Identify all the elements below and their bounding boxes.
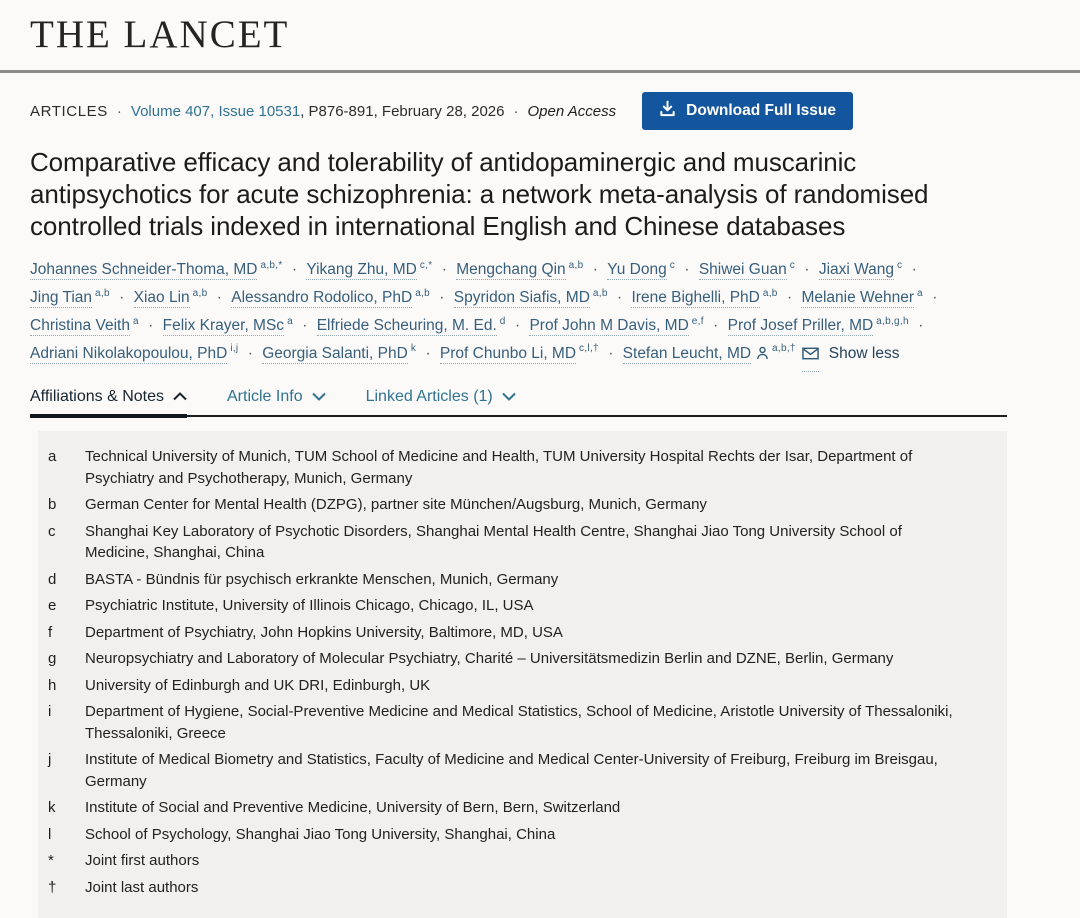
author-separator: · <box>243 344 258 362</box>
author-name-link[interactable]: Mengchang Qin <box>456 260 566 278</box>
author-affiliation-superscript: a <box>917 287 923 299</box>
author <box>607 261 675 278</box>
affiliation-text: BASTA - Bündnis für psychisch erkrankte Menschen, Munich, Germany <box>85 570 559 588</box>
author-separator: · <box>927 288 938 306</box>
author-affiliation-superscript: i,j <box>230 343 239 355</box>
author-separator: · <box>800 260 814 278</box>
author-affiliation-superscript: a,b <box>762 287 778 299</box>
tab-label: Affiliations & Notes <box>30 388 164 406</box>
author-name-link[interactable]: Stefan Leucht, MD <box>622 344 752 362</box>
affiliation-key: h <box>48 676 57 694</box>
affiliations-list <box>48 446 965 898</box>
author <box>163 317 293 334</box>
person-icon <box>756 347 769 364</box>
issue-link[interactable]: Volume 407, Issue 10531 <box>130 102 301 120</box>
affiliation-key: f <box>48 623 53 641</box>
chevron-down-icon <box>312 388 326 406</box>
article-title: Comparative efficacy and tolerability of antidopaminergic and muscarinic antipsychotics for acute schizophrenia: a network meta-analysis of randomised controlled trials indexed in international English and Chinese databases <box>30 147 929 241</box>
affiliation-text: Neuropsychiatry and Laboratory of Molecular Psychiatry, Charité – Universitätsmedizin Berlin and DZNE, Berlin, Germany <box>85 650 894 668</box>
affiliation-key: j <box>48 751 52 769</box>
pages-date: , P876-891, February 28, 2026 <box>300 102 505 120</box>
affiliation-key: i <box>48 703 52 721</box>
author-affiliation-superscript: a,b,† <box>772 343 796 355</box>
chevron-down-icon <box>502 388 516 406</box>
affiliation-text: Institute of Medical Biometry and Statistics, Faculty of Medicine and Medical Center-University of Freiburg, Freiburg im Breisgau, Germany <box>85 751 938 790</box>
tab-affiliations-notes[interactable] <box>30 388 187 415</box>
author-separator: · <box>114 288 129 306</box>
tab-linked-articles-1[interactable] <box>366 388 516 415</box>
affiliation-key: k <box>48 799 56 817</box>
article-tabbar <box>30 388 1007 417</box>
author-name-link[interactable]: Prof Chunbo Li, MD <box>439 344 577 362</box>
author-affiliation-superscript: a,b,* <box>260 259 283 271</box>
author-affiliation-superscript: a,b,g,h <box>876 315 909 327</box>
affiliation-text: Psychiatric Institute, University of Illinois Chicago, Chicago, IL, USA <box>85 597 534 615</box>
envelope-icon[interactable] <box>802 342 819 373</box>
affiliations-panel <box>38 431 1007 918</box>
show-less-link[interactable]: Show less <box>828 344 900 362</box>
author <box>801 289 922 306</box>
tab-article-info[interactable] <box>227 388 326 415</box>
affiliation-text: School of Psychology, Shanghai Jiao Tong University, Shanghai, China <box>85 825 556 843</box>
author-affiliation-superscript: a,b <box>192 287 208 299</box>
author <box>30 317 139 334</box>
author-affiliation-superscript: c,* <box>419 259 433 271</box>
affiliation-text: University of Edinburgh and UK DRI, Edinburgh, UK <box>85 676 431 694</box>
meta-separator: · <box>513 102 519 120</box>
masthead <box>0 0 1080 70</box>
author-separator: · <box>143 316 158 334</box>
affiliation-text: Joint first authors <box>85 852 200 870</box>
author <box>30 261 283 278</box>
author-affiliation-superscript: c <box>669 259 676 271</box>
author-list <box>30 256 988 373</box>
author-affiliation-superscript: a,b <box>592 287 608 299</box>
author <box>30 289 110 306</box>
author <box>317 317 506 334</box>
open-access-label: Open Access <box>527 102 617 120</box>
author-name-link[interactable]: Christina Veith <box>30 316 130 334</box>
author-separator: · <box>588 260 603 278</box>
affiliation-key: a <box>48 448 57 466</box>
author <box>529 317 703 334</box>
author-name-link[interactable]: Alessandro Rodolico, PhD <box>231 288 413 306</box>
author-name-link[interactable]: Prof John M Davis, MD <box>529 316 689 334</box>
author-separator: · <box>437 260 452 278</box>
affiliation-text: German Center for Mental Health (DZPG), partner site München/Augsburg, Munich, Germany <box>85 496 707 514</box>
author-separator: · <box>421 344 435 362</box>
author-affiliation-superscript: a,b <box>95 287 110 299</box>
affiliation-text: Institute of Social and Preventive Medicine, University of Bern, Bern, Switzerland <box>85 799 621 817</box>
author-separator: · <box>287 260 302 278</box>
author-separator: · <box>913 316 924 334</box>
author <box>306 261 432 278</box>
author <box>134 289 208 306</box>
author-name-link[interactable]: Shiwei Guan <box>698 260 787 278</box>
author-separator: · <box>603 344 618 362</box>
author-name-link[interactable]: Melanie Wehner <box>801 288 915 306</box>
author-affiliation-superscript: c <box>789 259 796 271</box>
author-separator: · <box>435 288 449 306</box>
author-name-link[interactable]: Yu Dong <box>607 260 667 278</box>
affiliation-key: c <box>48 522 56 540</box>
affiliation-key: l <box>48 825 52 843</box>
author-separator: · <box>612 288 627 306</box>
author-affiliation-superscript: a <box>287 315 293 327</box>
author <box>30 345 238 362</box>
tab-label: Linked Articles (1) <box>365 388 493 406</box>
author-name-link[interactable]: Elfriede Scheuring, M. Ed. <box>316 316 497 334</box>
meta-separator: · <box>116 102 122 120</box>
author-name-link[interactable]: Irene Bighelli, PhD <box>631 288 760 306</box>
affiliation-key: d <box>48 570 57 588</box>
lancet-logo[interactable]: THE LANCET <box>30 13 290 56</box>
author-affiliation-superscript: d <box>499 315 506 327</box>
author-separator: · <box>297 316 312 334</box>
affiliation-text: Department of Hygiene, Social-Preventive Medicine and Medical Statistics, School of Medicine, Aristotle University of Thessaloniki, Thessaloniki, Greece <box>85 703 953 742</box>
author-name-link[interactable]: Xiao Lin <box>133 288 190 306</box>
affiliation-text: Technical University of Munich, TUM School of Medicine and Health, TUM University Hospital Rechts der Isar, Department of Psychiatry and Psychotherapy, Munich, Germany <box>85 448 913 487</box>
author <box>231 289 430 306</box>
author <box>262 345 416 362</box>
download-button-label: Download Full Issue <box>686 102 837 119</box>
author-affiliation-superscript: c,l,† <box>579 343 599 355</box>
author <box>440 345 599 362</box>
affiliation-key: g <box>48 650 57 668</box>
author-name-link[interactable]: Johannes Schneider-Thoma, MD <box>30 260 258 278</box>
author <box>623 345 819 362</box>
author <box>631 289 777 306</box>
author <box>454 289 608 306</box>
author-name-link[interactable]: Yikang Zhu, MD <box>306 260 417 278</box>
author <box>456 261 583 278</box>
author-name-link[interactable]: Georgia Salanti, PhD <box>262 344 408 362</box>
affiliation-key: † <box>48 878 57 896</box>
author-name-link[interactable]: Jing Tian <box>30 288 93 306</box>
affiliation-key: * <box>48 852 54 870</box>
author-affiliation-superscript: a <box>132 315 139 327</box>
section-label: ARTICLES <box>30 102 108 120</box>
affiliation-key: e <box>48 597 57 615</box>
author-name-link[interactable]: Jiaxi Wang <box>818 260 895 278</box>
download-full-issue-button[interactable] <box>642 92 853 130</box>
affiliation-key: b <box>48 496 57 514</box>
author-separator: · <box>708 316 723 334</box>
author-affiliation-superscript: e,f <box>691 315 704 327</box>
author-name-link[interactable]: Adriani Nikolakopoulou, PhD <box>30 344 228 362</box>
author-separator: · <box>907 260 917 278</box>
author-separator: · <box>680 260 694 278</box>
author-separator: · <box>510 316 525 334</box>
download-icon <box>659 100 676 122</box>
affiliation-text: Department of Psychiatry, John Hopkins University, Baltimore, MD, USA <box>85 623 563 641</box>
article-meta-row <box>30 92 1050 130</box>
author-separator: · <box>212 288 227 306</box>
author-name-link[interactable]: Prof Josef Priller, MD <box>727 316 874 334</box>
author-affiliation-superscript: a,b <box>415 287 430 299</box>
masthead-divider <box>0 70 1080 73</box>
author-affiliation-superscript: c <box>897 259 903 271</box>
author <box>699 261 795 278</box>
author-name-link[interactable]: Spyridon Siafis, MD <box>453 288 590 306</box>
author-separator: · <box>782 288 797 306</box>
affiliation-text: Shanghai Key Laboratory of Psychotic Disorders, Shanghai Mental Health Centre, Shanghai Jiao Tong University School of Medicine, Shanghai, China <box>85 522 902 562</box>
chevron-up-icon <box>173 388 187 406</box>
author <box>728 317 909 334</box>
affiliation-text: Joint last authors <box>85 878 199 896</box>
author <box>819 261 903 278</box>
author-affiliation-superscript: a,b <box>568 259 584 271</box>
author-affiliation-superscript: k <box>410 343 417 355</box>
author-name-link[interactable]: Felix Krayer, MSc <box>162 316 285 334</box>
tab-label: Article Info <box>227 388 303 406</box>
